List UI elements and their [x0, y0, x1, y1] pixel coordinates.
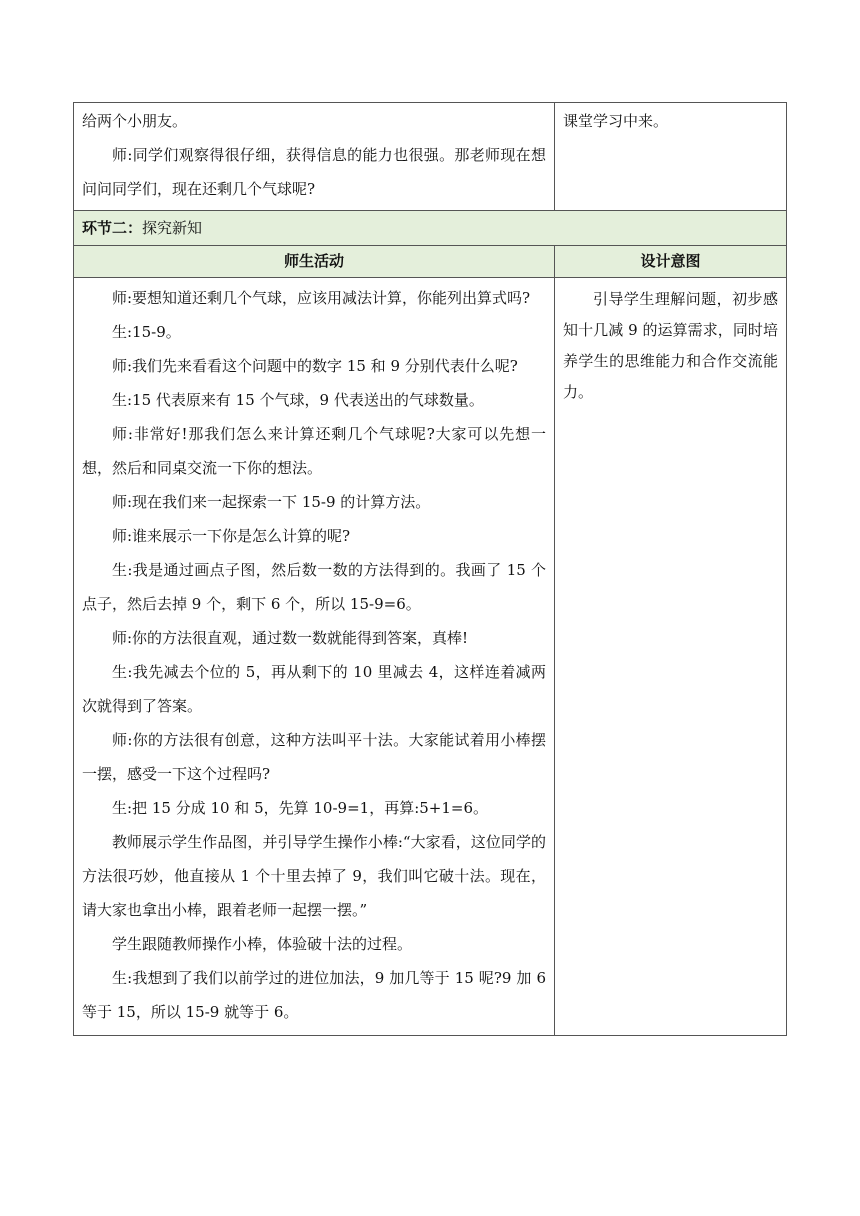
activity-line: 生:把 15 分成 10 和 5，先算 10-9=1，再算:5+1=6。: [112, 799, 489, 817]
section-label: 环节二：: [82, 219, 143, 237]
design-intent-text: 引导学生理解问题，初步感知十几减 9 的运算需求，同时培养学生的思维能力和合作交流能力。: [563, 290, 778, 401]
activity-line: 师:你的方法很有创意，这种方法叫平十法。大家能试着用小棒摆一摆，感受一下这个过程吗?: [82, 731, 546, 783]
activity-header: 师生活动: [74, 246, 555, 278]
activity-line: 学生跟随教师操作小棒，体验破十法的过程。: [112, 935, 413, 953]
activity-line: 师:你的方法很直观，通过数一数就能得到答案，真棒!: [112, 629, 469, 647]
intent-cell: [555, 278, 787, 1036]
continued-line: 师:同学们观察得很仔细，获得信息的能力也很强。那老师现在想问问同学们，现在还剩几个气球呢?: [82, 146, 546, 198]
lesson-plan-table: [73, 102, 787, 1036]
activity-line: 生:我想到了我们以前学过的进位加法，9 加几等于 15 呢?9 加 6 等于 15，所以 15-9 就等于 6。: [82, 969, 546, 1021]
intent-header: 设计意图: [555, 246, 787, 278]
activity-line: 师:现在我们来一起探索一下 15-9 的计算方法。: [112, 493, 431, 511]
continued-row: [74, 103, 787, 211]
column-header-row: [74, 246, 787, 278]
content-row: [74, 278, 787, 1036]
section-title: 探究新知: [142, 219, 203, 237]
continued-intent-cell: [555, 103, 787, 211]
continued-line: 给两个小朋友。: [82, 112, 188, 130]
activity-line: 生:15-9。: [112, 323, 181, 341]
activity-line: 生:我是通过画点子图，然后数一数的方法得到的。我画了 15 个点子，然后去掉 9 个，剩下 6 个，所以 15-9=6。: [82, 561, 546, 613]
continued-activity-cell: [74, 103, 555, 211]
activity-line: 生:15 代表原来有 15 个气球，9 代表送出的气球数量。: [112, 391, 484, 409]
section-cell: [74, 211, 787, 246]
activity-line: 教师展示学生作品图，并引导学生操作小棒:“大家看，这位同学的方法很巧妙，他直接从 1 个十里去掉了 9，我们叫它破十法。现在，请大家也拿出小棒，跟着老师一起摆一摆。”: [82, 833, 546, 919]
activity-cell: [74, 278, 555, 1036]
activity-line: 师:非常好!那我们怎么来计算还剩几个气球呢?大家可以先想一想，然后和同桌交流一下你的想法。: [82, 425, 546, 477]
activity-line: 生:我先减去个位的 5，再从剩下的 10 里减去 4，这样连着减两次就得到了答案。: [82, 663, 546, 715]
activity-line: 师:我们先来看看这个问题中的数字 15 和 9 分别代表什么呢?: [112, 357, 518, 375]
activity-line: 师:要想知道还剩几个气球，应该用减法计算，你能列出算式吗?: [112, 289, 531, 307]
continued-intent-text: 课堂学习中来。: [563, 112, 669, 130]
section-row: [74, 211, 787, 246]
activity-line: 师:谁来展示一下你是怎么计算的呢?: [112, 527, 351, 545]
